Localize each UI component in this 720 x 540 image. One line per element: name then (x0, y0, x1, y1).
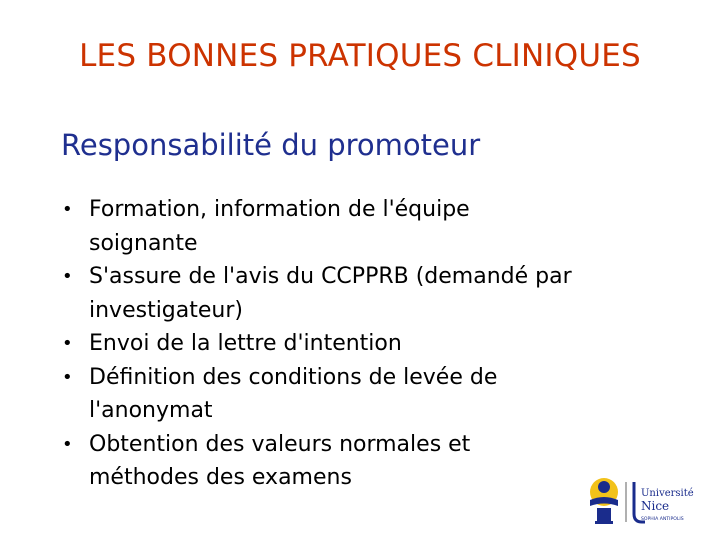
university-logo-icon (585, 470, 695, 532)
bullet-item (60, 327, 660, 361)
logo-word-universite: Université (641, 488, 694, 499)
bullet-dot-icon: • (62, 199, 73, 220)
logo-base-shape (595, 521, 613, 524)
logo-word-nice: Nice (641, 499, 670, 513)
slide-subtitle: Responsabilité du promoteur (61, 128, 481, 162)
logo-word-sophia: SOPHIA ANTIPOLIS (641, 517, 684, 522)
bullet-text-line: Envoi de la lettre d'intention (89, 331, 402, 356)
bullet-dot-icon: • (62, 333, 73, 354)
bullet-item (60, 260, 660, 327)
logo-head-shape (598, 481, 610, 493)
bullet-text-line: Définition des conditions de levée de (89, 364, 498, 390)
bullet-text-line: méthodes des examens (89, 465, 352, 490)
slide-title: LES BONNES PRATIQUES CLINIQUES (79, 38, 641, 74)
bullet-text-line: l'anonymat (89, 398, 213, 423)
logo-book-shape (597, 508, 611, 521)
logo-separator (625, 482, 627, 522)
bullet-list (60, 193, 660, 495)
bullet-text-line: Formation, information de l'équipe (89, 197, 470, 222)
university-logo (585, 470, 695, 532)
bullet-dot-icon: • (62, 366, 73, 388)
bullet-text-line: soignante (89, 230, 198, 256)
bullet-item (60, 361, 660, 428)
bullet-text-line: S'assure de l'avis du CCPPRB (demandé par (89, 264, 572, 289)
bullet-item (60, 193, 660, 260)
bullet-text-line: investigateur) (89, 297, 243, 323)
bullet-text-line: Obtention des valeurs normales et (89, 431, 471, 457)
bullet-dot-icon: • (62, 433, 73, 455)
bullet-dot-icon: • (62, 266, 73, 287)
bullet-item (60, 428, 660, 495)
